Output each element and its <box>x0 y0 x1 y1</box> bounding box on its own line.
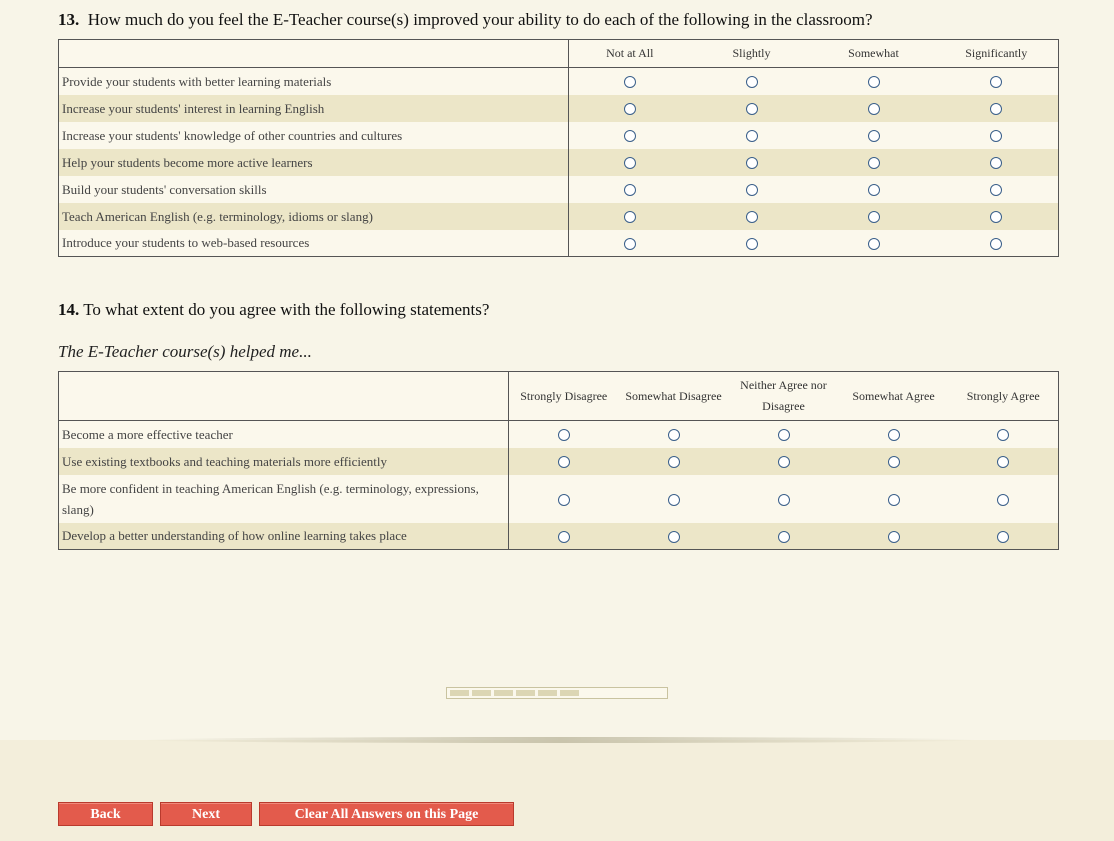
radio-cell <box>569 68 691 95</box>
radio-button[interactable] <box>624 103 636 115</box>
progress-bar <box>446 687 668 699</box>
progress-segment <box>516 690 535 696</box>
radio-button[interactable] <box>888 494 900 506</box>
radio-button[interactable] <box>888 531 900 543</box>
radio-button[interactable] <box>778 531 790 543</box>
row-label: Develop a better understanding of how online learning takes place <box>59 523 509 550</box>
radio-cell <box>569 122 691 149</box>
radio-cell <box>813 95 935 122</box>
radio-cell <box>569 203 691 230</box>
radio-button[interactable] <box>668 494 680 506</box>
progress-segment <box>450 690 469 696</box>
radio-cell <box>729 421 839 448</box>
radio-cell <box>813 68 935 95</box>
radio-button[interactable] <box>868 157 880 169</box>
radio-cell <box>949 523 1059 550</box>
progress-segment <box>494 690 513 696</box>
row-label: Build your students' conversation skills <box>59 176 569 203</box>
row-label: Be more confident in teaching American English (e.g. terminology, expressions, slang) <box>59 475 509 523</box>
matrix-row <box>59 475 1059 523</box>
row-label: Become a more effective teacher <box>59 421 509 448</box>
radio-cell <box>569 95 691 122</box>
matrix-header-row <box>59 372 1059 421</box>
radio-button[interactable] <box>558 494 570 506</box>
radio-button[interactable] <box>990 238 1002 250</box>
radio-cell <box>813 176 935 203</box>
radio-cell <box>691 176 813 203</box>
next-button[interactable]: Next <box>160 802 252 826</box>
radio-button[interactable] <box>997 531 1009 543</box>
radio-button[interactable] <box>990 130 1002 142</box>
column-header: Not at All <box>606 46 654 60</box>
radio-button[interactable] <box>624 76 636 88</box>
question-14-subtitle: The E-Teacher course(s) helped me... <box>58 342 312 361</box>
radio-button[interactable] <box>868 130 880 142</box>
matrix-header-row <box>59 40 1059 68</box>
question-13-number: 13. <box>58 10 80 29</box>
radio-button[interactable] <box>746 184 758 196</box>
radio-button[interactable] <box>990 103 1002 115</box>
radio-cell <box>839 523 949 550</box>
matrix-row <box>59 122 1059 149</box>
progress-segment <box>560 690 579 696</box>
matrix-row <box>59 95 1059 122</box>
radio-cell <box>729 523 839 550</box>
radio-cell <box>509 475 619 523</box>
radio-cell <box>935 149 1059 176</box>
matrix-row <box>59 176 1059 203</box>
footer-bar <box>0 740 1114 841</box>
question-13-text: How much do you feel the E-Teacher course(s) improved your ability to do each of the following in the classroom? <box>87 10 873 29</box>
radio-cell <box>839 421 949 448</box>
column-header: Somewhat Agree <box>852 388 935 403</box>
question-13-title <box>58 10 873 30</box>
radio-button[interactable] <box>746 238 758 250</box>
radio-cell <box>509 523 619 550</box>
radio-cell <box>691 203 813 230</box>
radio-button[interactable] <box>868 103 880 115</box>
radio-cell <box>619 475 729 523</box>
radio-cell <box>813 149 935 176</box>
matrix-row <box>59 230 1059 257</box>
radio-cell <box>949 475 1059 523</box>
row-label: Provide your students with better learning materials <box>59 68 569 95</box>
radio-cell <box>839 475 949 523</box>
radio-button[interactable] <box>624 238 636 250</box>
radio-button[interactable] <box>990 211 1002 223</box>
radio-button[interactable] <box>868 238 880 250</box>
column-header: Strongly Agree <box>966 388 1040 403</box>
matrix-header-blank <box>59 40 569 68</box>
radio-cell <box>619 448 729 475</box>
radio-cell <box>691 95 813 122</box>
radio-button[interactable] <box>997 456 1009 468</box>
radio-button[interactable] <box>746 76 758 88</box>
radio-button[interactable] <box>668 429 680 441</box>
back-button[interactable]: Back <box>58 802 153 826</box>
radio-button[interactable] <box>990 76 1002 88</box>
matrix-row <box>59 421 1059 448</box>
radio-cell <box>935 230 1059 257</box>
row-label: Increase your students' interest in learning English <box>59 95 569 122</box>
radio-button[interactable] <box>868 76 880 88</box>
radio-button[interactable] <box>778 456 790 468</box>
radio-cell <box>691 230 813 257</box>
radio-button[interactable] <box>888 456 900 468</box>
radio-button[interactable] <box>868 211 880 223</box>
radio-button[interactable] <box>624 130 636 142</box>
progress-segment <box>538 690 557 696</box>
row-label: Teach American English (e.g. terminology, idioms or slang) <box>59 203 569 230</box>
radio-button[interactable] <box>997 429 1009 441</box>
column-header: Significantly <box>965 46 1028 60</box>
radio-button[interactable] <box>778 429 790 441</box>
radio-button[interactable] <box>868 184 880 196</box>
radio-cell <box>949 448 1059 475</box>
radio-cell <box>729 475 839 523</box>
column-header: Neither Agree nor Disagree <box>740 378 827 413</box>
row-label: Increase your students' knowledge of other countries and cultures <box>59 122 569 149</box>
radio-button[interactable] <box>624 211 636 223</box>
radio-button[interactable] <box>624 157 636 169</box>
column-header: Somewhat <box>848 46 899 60</box>
radio-button[interactable] <box>990 184 1002 196</box>
matrix-row <box>59 149 1059 176</box>
radio-cell <box>949 421 1059 448</box>
radio-button[interactable] <box>558 456 570 468</box>
question-14-number: 14. <box>58 300 80 319</box>
radio-button[interactable] <box>990 157 1002 169</box>
radio-button[interactable] <box>778 494 790 506</box>
radio-button[interactable] <box>624 184 636 196</box>
radio-button[interactable] <box>746 103 758 115</box>
radio-button[interactable] <box>558 531 570 543</box>
radio-cell <box>813 203 935 230</box>
question-14-title <box>58 300 489 320</box>
column-header: Strongly Disagree <box>520 388 608 403</box>
radio-cell <box>813 230 935 257</box>
radio-cell <box>509 448 619 475</box>
radio-button[interactable] <box>997 494 1009 506</box>
radio-cell <box>839 448 949 475</box>
radio-cell <box>569 149 691 176</box>
column-header: Somewhat Disagree <box>625 388 722 403</box>
radio-cell <box>935 176 1059 203</box>
clear-answers-button[interactable]: Clear All Answers on this Page <box>259 802 514 826</box>
question-13-matrix <box>58 39 1059 257</box>
progress-segment <box>472 690 491 696</box>
radio-cell <box>691 68 813 95</box>
row-label: Introduce your students to web-based resources <box>59 230 569 257</box>
radio-cell <box>935 122 1059 149</box>
radio-button[interactable] <box>746 130 758 142</box>
radio-cell <box>569 230 691 257</box>
radio-button[interactable] <box>558 429 570 441</box>
matrix-header-blank <box>59 372 509 421</box>
matrix-row <box>59 448 1059 475</box>
question-14-text: To what extent do you agree with the following statements? <box>83 300 490 319</box>
radio-button[interactable] <box>668 456 680 468</box>
row-label: Use existing textbooks and teaching materials more efficiently <box>59 448 509 475</box>
radio-cell <box>813 122 935 149</box>
radio-button[interactable] <box>888 429 900 441</box>
footer-divider <box>140 737 980 743</box>
radio-button[interactable] <box>746 211 758 223</box>
column-header: Slightly <box>732 46 771 60</box>
radio-cell <box>569 176 691 203</box>
radio-cell <box>619 421 729 448</box>
radio-cell <box>935 68 1059 95</box>
radio-cell <box>509 421 619 448</box>
matrix-row <box>59 203 1059 230</box>
radio-button[interactable] <box>746 157 758 169</box>
radio-cell <box>691 122 813 149</box>
radio-cell <box>935 95 1059 122</box>
radio-cell <box>935 203 1059 230</box>
radio-button[interactable] <box>668 531 680 543</box>
row-label: Help your students become more active learners <box>59 149 569 176</box>
question-14-matrix <box>58 371 1059 550</box>
radio-cell <box>619 523 729 550</box>
radio-cell <box>729 448 839 475</box>
matrix-row <box>59 68 1059 95</box>
matrix-row <box>59 523 1059 550</box>
radio-cell <box>691 149 813 176</box>
